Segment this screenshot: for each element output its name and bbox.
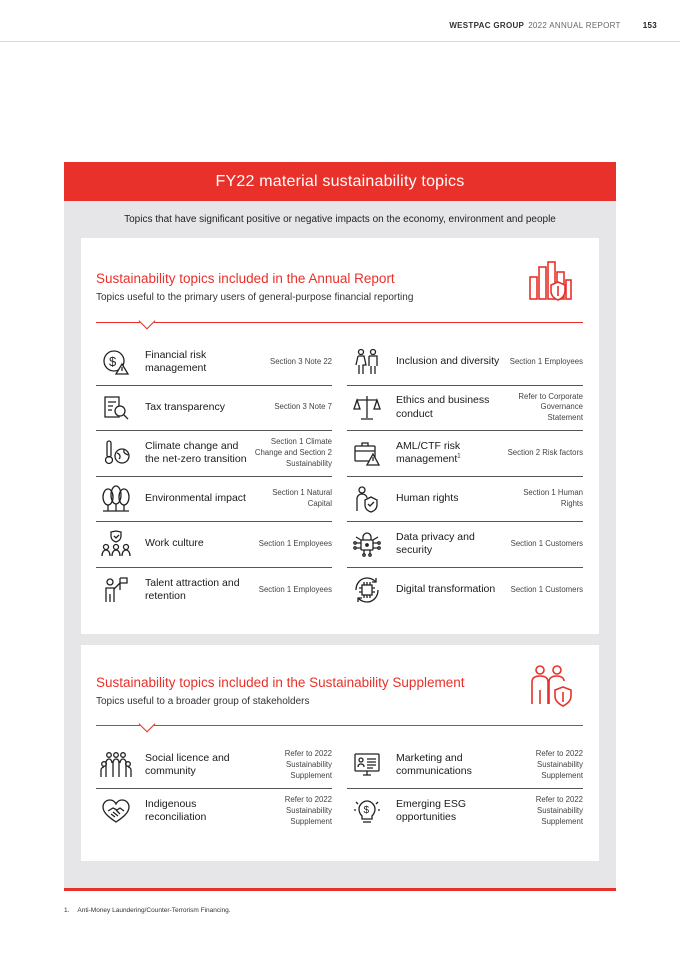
annual-report-divider (96, 322, 583, 323)
topic-row (347, 522, 583, 568)
topic-name: Marketing and communications (396, 751, 472, 778)
scales-icon (347, 388, 387, 428)
topic-name: Digital transformation (396, 583, 496, 596)
topic-reference: Section 3 Note 7 (274, 402, 332, 412)
topic-name: Talent attraction and retention (145, 576, 240, 603)
monitor-icon (347, 745, 387, 785)
topic-reference: Section 1 Customers (510, 584, 583, 594)
topic-row (96, 743, 332, 789)
topic-name: Tax transparency (145, 400, 225, 413)
footnote-number: 1. (64, 907, 70, 914)
topic-reference: Section 1 Customers (510, 538, 583, 548)
panel-bottom-rule (64, 888, 616, 891)
topic-reference: Section 1 Climate Change and Section 2 Sustainability (254, 437, 332, 468)
heart-handshake-icon (96, 791, 136, 831)
topic-row (96, 340, 332, 386)
header-report: 2022 ANNUAL REPORT (528, 21, 621, 30)
topic-reference: Section 1 Employees (258, 584, 332, 594)
topic-reference: Refer to 2022 Sustainability Supplement (535, 749, 583, 780)
team-shield-icon (96, 524, 136, 564)
topic-name: Environmental impact (145, 491, 246, 504)
material-topics-panel (64, 162, 616, 890)
people-icon (347, 342, 387, 382)
topic-name: Social licence and community (145, 751, 230, 778)
topic-reference: Section 1 Natural Capital (272, 488, 332, 508)
page-number: 153 (642, 21, 657, 30)
topic-name: Financial risk management (145, 348, 207, 375)
person-shield-icon (347, 479, 387, 519)
supplement-card (81, 645, 599, 861)
topic-reference: Refer to Corporate Governance Statement (518, 391, 583, 423)
dollar-warning-icon (96, 342, 136, 382)
topic-row (347, 743, 583, 789)
topic-row (96, 431, 332, 477)
header-brand: WESTPAC GROUP (449, 21, 525, 30)
supplement-topics (96, 743, 583, 834)
topic-row (96, 789, 332, 835)
topic-row (96, 386, 332, 432)
footnote-text: Anti-Money Laundering/Counter-Terrorism Financing. (77, 907, 231, 914)
lock-network-icon (347, 524, 387, 564)
svg-text:$: $ (363, 805, 370, 817)
topic-name: Climate change and the net-zero transition (145, 439, 247, 466)
topic-row (347, 340, 583, 386)
footnote (64, 907, 231, 914)
trees-icon (96, 479, 136, 519)
annual-report-subtitle: Topics useful to the primary users of general-purpose financial reporting (96, 292, 414, 303)
topic-row (347, 431, 583, 477)
topic-reference: Refer to 2022 Sustainability Supplement (284, 749, 332, 780)
topic-name-text: AML/CTF risk management (396, 439, 461, 466)
supplement-subtitle: Topics useful to a broader group of stakeholders (96, 696, 310, 707)
topic-row (96, 568, 332, 614)
topic-name: Indigenous reconciliation (145, 797, 207, 824)
topic-name: Work culture (145, 537, 204, 550)
header-rule (0, 41, 680, 42)
bar-chart-shield-icon (527, 261, 573, 306)
community-icon (96, 745, 136, 785)
briefcase-warning-icon (347, 433, 387, 473)
two-people-shield-icon (529, 664, 573, 713)
document-magnifier-icon (96, 388, 136, 428)
page-header (449, 21, 657, 30)
person-flag-icon (96, 570, 136, 610)
annual-report-topics (96, 340, 583, 613)
topic-reference: Section 1 Employees (509, 356, 583, 366)
topic-name: Human rights (396, 491, 459, 504)
supplement-title: Sustainability topics included in the Sustainability Supplement (96, 675, 465, 690)
thermometer-globe-icon (96, 433, 136, 473)
topic-name: Ethics and business conduct (396, 394, 490, 420)
annual-report-card (81, 238, 599, 634)
topic-reference: Section 2 Risk factors (507, 447, 583, 457)
topic-reference: Section 3 Note 22 (270, 356, 332, 366)
panel-subtitle: Topics that have significant positive or negative impacts on the economy, environment and people (124, 214, 556, 225)
footnote-marker: 1 (457, 453, 461, 460)
svg-text:$: $ (109, 354, 117, 370)
topic-reference: Refer to 2022 Sustainability Supplement (535, 795, 583, 826)
supplement-divider (96, 725, 583, 726)
dollar-bulb-icon (347, 791, 387, 831)
topic-row (347, 386, 583, 432)
topic-name (387, 440, 508, 467)
topic-name: Inclusion and diversity (396, 355, 500, 368)
topic-row (347, 477, 583, 523)
annual-report-title: Sustainability topics included in the Annual Report (96, 271, 395, 286)
panel-title: FY22 material sustainability topics (64, 162, 616, 201)
topic-row (96, 477, 332, 523)
topic-row (347, 568, 583, 614)
topic-row (347, 789, 583, 835)
topic-name: Emerging ESG opportunities (396, 797, 467, 824)
topic-reference: Section 1 Human Rights (523, 488, 583, 508)
topic-name: Data privacy and security (396, 530, 475, 557)
topic-reference: Section 1 Employees (258, 538, 332, 548)
topic-row (96, 522, 332, 568)
chip-cycle-icon (347, 570, 387, 610)
topic-reference: Refer to 2022 Sustainability Supplement (284, 795, 332, 826)
